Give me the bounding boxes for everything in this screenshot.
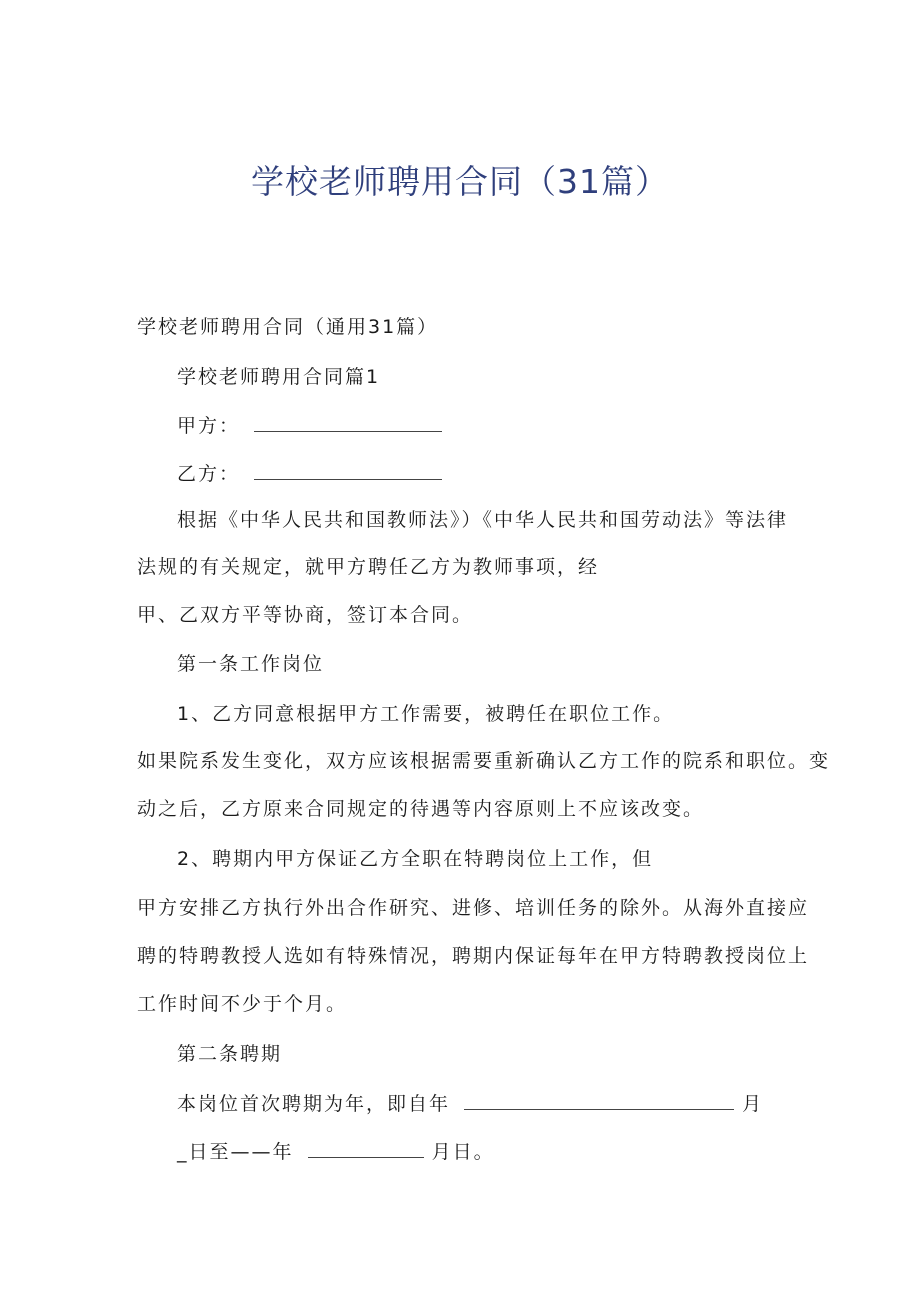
article1-item2-line-3: 聘的特聘教授人选如有特殊情况，聘期内保证每年在甲方特聘教授岗位上 — [137, 945, 810, 967]
article1-item2-line-1: 2、聘期内甲方保证乙方全职在特聘岗位上工作，但 — [177, 848, 654, 870]
term-line2-prefix: _日至——年 — [177, 1141, 294, 1163]
term-start-blank — [464, 1089, 734, 1110]
document-subtitle: 学校老师聘用合同（通用31篇） — [137, 316, 439, 338]
party-a-line — [177, 411, 442, 439]
article1-item1-line-3: 动之后，乙方原来合同规定的待遇等内容原则上不应该改变。 — [137, 798, 705, 820]
document-title: 学校老师聘用合同（31篇） — [251, 162, 669, 201]
article1-item1-line-2: 如果院系发生变化，双方应该根据需要重新确认乙方工作的院系和职位。变 — [137, 750, 831, 772]
party-b-blank — [254, 459, 442, 480]
article1-item2-line-2: 甲方安排乙方执行外出合作研究、进修、培训任务的除外。从海外直接应 — [137, 897, 810, 919]
article1-item2-line-4: 工作时间不少于个月。 — [137, 993, 348, 1015]
article1-item1-line-1: 1、乙方同意根据甲方工作需要，被聘任在职位工作。 — [177, 703, 675, 725]
term-line2-suffix: 月日。 — [431, 1141, 495, 1163]
party-b-line — [177, 459, 442, 487]
article1-heading: 第一条工作岗位 — [177, 653, 325, 675]
party-a-label: 甲方： — [177, 415, 241, 437]
term-line1-prefix: 本岗位首次聘期为年，即自年 — [177, 1093, 451, 1115]
article2-heading: 第二条聘期 — [177, 1043, 283, 1065]
article2-term-line-2 — [177, 1137, 495, 1165]
intro-line-3: 甲、乙双方平等协商，签订本合同。 — [137, 604, 474, 626]
article2-term-line-1 — [177, 1089, 763, 1117]
party-a-blank — [254, 411, 442, 432]
intro-line-1: 根据《中华人民共和国教师法》）《中华人民共和国劳动法》等法律 — [177, 509, 789, 531]
intro-line-2: 法规的有关规定，就甲方聘任乙方为教师事项，经 — [137, 556, 600, 578]
term-end-blank — [308, 1137, 424, 1158]
term-line1-suffix: 月 — [742, 1093, 764, 1115]
party-b-label: 乙方： — [177, 463, 241, 485]
section-heading: 学校老师聘用合同篇1 — [177, 366, 381, 388]
